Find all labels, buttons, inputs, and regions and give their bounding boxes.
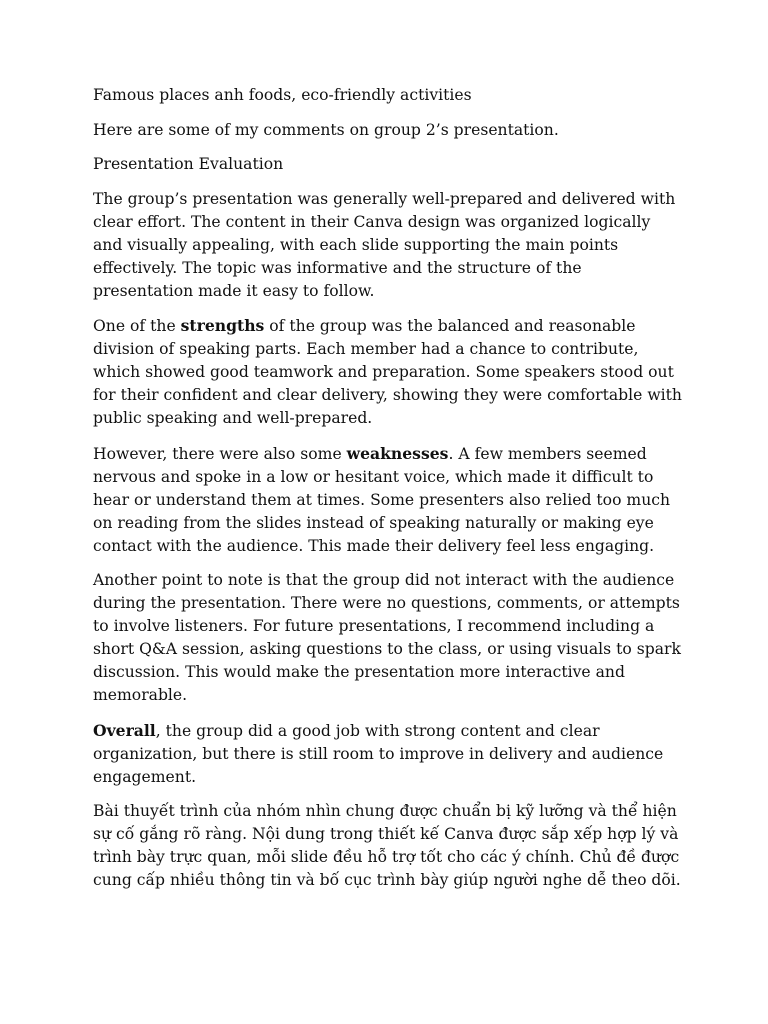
overall-post: , the group did a good job with strong content and clear organization, but there is still room to improve in delivery and audience engagement. xyxy=(93,721,664,786)
weaknesses-post: . A few members seemed nervous and spoke in a low or hesitant voice, which made it difficult to hear or understand them at times. Some presenters also relied too much on reading from the slides instead of speaking naturally or making eye contact with the audience. This made their delivery feel less engaging. xyxy=(93,444,671,555)
weaknesses-pre: However, there were also some xyxy=(93,444,347,463)
paragraph-overall xyxy=(93,719,683,789)
paragraph-weaknesses xyxy=(93,442,683,558)
strengths-post: of the group was the balanced and reasonable division of speaking parts. Each member had a chance to contribute, which showed good teamwork and preparation. Some speakers stood out for their confident and clear delivery, showing they were comfortable with public speaking and well-prepared. xyxy=(93,317,682,427)
paragraph-strengths xyxy=(93,314,683,430)
document-page xyxy=(93,84,683,904)
paragraph-vietnamese: Bài thuyết trình của nhóm nhìn chung được chuẩn bị kỹ lưỡng và thể hiện sự cố gắng rõ ràng. Nội dung trong thiết kế Canva được sắp xếp hợp lý và trình bày trực quan, mỗi slide đều hỗ trợ tốt cho các ý chính. Chủ đề được cung cấp nhiều thông tin và bố cục trình bày giúp người nghe dễ theo dõi. xyxy=(93,802,681,889)
intro-line: Here are some of my comments on group 2’s presentation. xyxy=(93,120,559,139)
weaknesses-keyword: weaknesses xyxy=(346,443,449,463)
paragraph-interaction: Another point to note is that the group did not interact with the audience during the presentation. There were no questions, comments, or attempts to involve listeners. For future presentations, I recommend including a short Q&A session, asking questions to the class, or using visuals to spark discussion. This would make the presentation more interactive and memorable. xyxy=(93,571,681,704)
paragraph-overview: The group’s presentation was generally well-prepared and delivered with clear effort. The content in their Canva design was organized logically and visually appealing, with each slide supporting the main points effectively. The topic was informative and the structure of the presentation made it easy to follow. xyxy=(93,189,676,300)
overall-keyword: Overall xyxy=(93,720,156,740)
strengths-keyword: strengths xyxy=(180,316,265,335)
strengths-pre: One of the xyxy=(93,317,181,335)
title-line: Famous places anh foods, eco-friendly activities xyxy=(93,86,472,104)
section-heading: Presentation Evaluation xyxy=(93,155,284,173)
